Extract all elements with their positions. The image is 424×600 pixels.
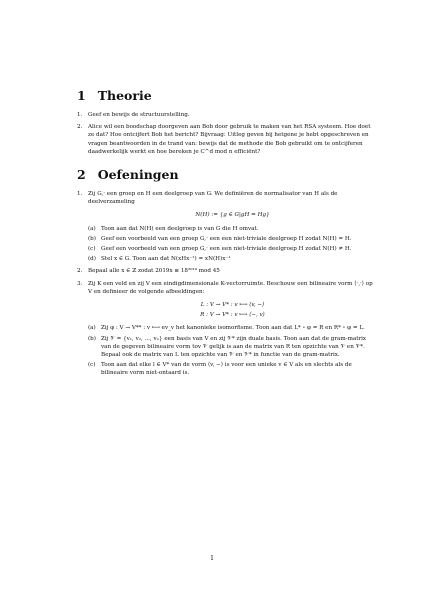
section-title-theory: 1 Theorie	[77, 88, 152, 103]
exercise-2: 2. Bepaal alle x ∈ ℤ zodat 2019x ≡ 18²⁰¹⁹ mod 45	[77, 268, 220, 275]
exercise-1b: (b) Geef een voorbeeld van een groep G,· een een niet-triviale deelgroep H zodat N(H) = H.	[88, 235, 352, 242]
formula-R: R : V → V* : v ⟼ ⟨−, v⟩	[200, 312, 265, 319]
exercise-3a: (a) Zij φ : V → V** : v ⟼ ev_v het kanonieke isomorfisme. Toon aan dat L* ∘ φ = R en R* ∘ φ = L.	[88, 325, 365, 332]
normalizer-formula: N(H) := {g ∈ G|gH = Hg}	[195, 212, 270, 219]
section-title-exercises: 2 Oefeningen	[77, 167, 179, 182]
theory-item-1: 1. Geef en bewijs de structuurstelling.	[77, 112, 190, 118]
section-theory	[77, 88, 377, 156]
formula-L: L : V → V* : v ⟼ ⟨v, −⟩	[200, 302, 265, 309]
section-exercises	[77, 167, 377, 378]
exercise-3b: (b) Zij 𝒱 = {v₁, v₂, ..., vₙ} een basis van V en zij 𝒱* zijn duale basis. Toon aan dat de gram-matrix van de gegeven bilineaire vorm tov 𝒱 gelijk is aan de matrix van R ten opzichte van 𝒱 en 𝒱*. Bepaal ook de matrix van L ten opzichte van 𝒱 en 𝒱* in functie van de gram-matrix.	[88, 335, 367, 359]
exercise-1: 1. Zij G,· een groep en H een deelgroep van G. We definiëren de normalisator van H als de deelverzameling N(H) := {g ∈ G|gH = Hg} (a) Toon aan dat N(H) een deelgroep is van G die H omvat. (b) Geef een voorbeeld van een groep G,· een een niet-triviale deelgroep H zodat N(H) = H. (c) Geef een voorbeeld van een groep G,· een een niet-triviale deelgroep H zodat N(H) ≠ H. (d) Stel x ∈ G. Toon aan dat N(xHx⁻¹) = xN(H)x⁻¹	[77, 190, 377, 263]
page-number: 1	[210, 555, 214, 562]
exercise-3: 3. Zij K een veld en zij V een eindigdimensionale K-vectorruimte. Beschouw een bilineaire vorm ⟨·,·⟩ op V en definieer de volgende afbeeldingen: L : V → V* : v ⟼ ⟨v, −⟩ R : V → V* : v ⟼ ⟨−, v⟩ (a) Zij φ : V → V** : v ⟼ ev_v het kanonieke isomorfisme. Toon aan dat L* ∘ φ = R en R* ∘ φ = L. (b) Zij 𝒱 = {v₁, v₂, ..., vₙ} een basis van V en zij 𝒱* zijn duale basis. Toon aan dat de gram-matrix van de gegeven bilineaire vorm tov 𝒱 gelijk is aan de matrix van R ten opzichte van 𝒱 en 𝒱*. Bepaal ook de matrix van L ten opzichte van 𝒱 en 𝒱* in functie van de gram-matrix. (c) Toon aan dat elke l ∈ V* van de vorm ⟨v, −⟩ is voor een unieke v ∈ V als en slechts als de bilineaire vorm niet-ontaard is.	[77, 280, 377, 378]
exercise-1a: (a) Toon aan dat N(H) een deelgroep is van G die H omvat.	[88, 225, 259, 232]
theory-item-2: 2. Alice wil een boodschap doorgeven aan Bob door gebruik te maken van het RSA systeem. Hoe doet ze dat? Hoe ontcijfert Bob het bericht? Bijvraag: Uitleg geven bij hetgene je hebt opgeschreven en vragen beantwoorden in de trand van: bewijs dat de methode die Bob gebruikt om te ontcijferen daadwerkelijk werkt en hoe bereken je C^d mod n efficiënt?	[77, 124, 371, 155]
exercise-1c: (c) Geef een voorbeeld van een groep G,· een een niet-triviale deelgroep H zodat N(H) ≠ H.	[88, 246, 352, 253]
exercise-1d: (d) Stel x ∈ G. Toon aan dat N(xHx⁻¹) = xN(H)x⁻¹	[88, 256, 231, 263]
exercise-3c: (c) Toon aan dat elke l ∈ V* van de vorm ⟨v, −⟩ is voor een unieke v ∈ V als en slechts als de bilineaire vorm niet-ontaard is.	[88, 362, 352, 377]
